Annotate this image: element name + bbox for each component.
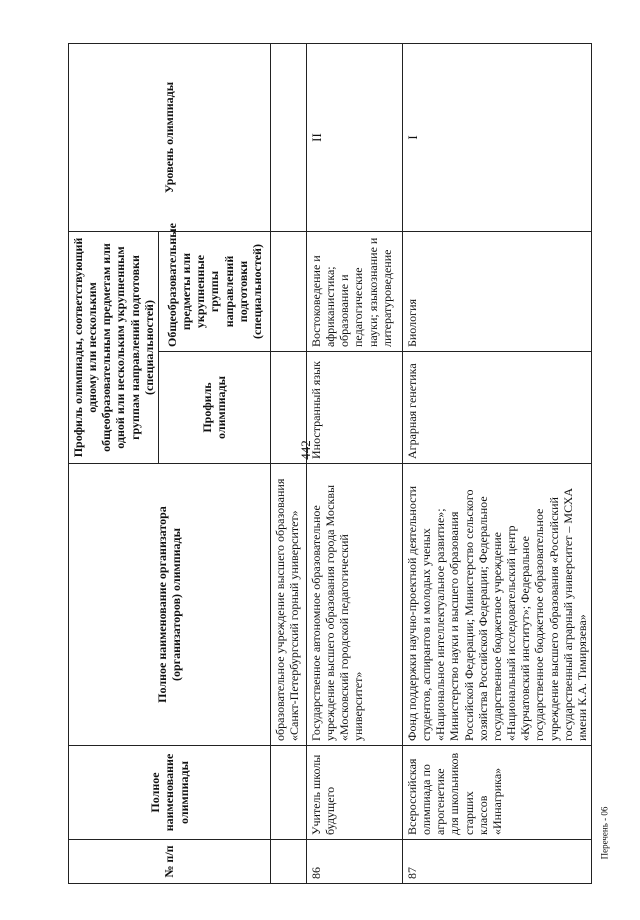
- cell-subjects: Биология: [402, 232, 591, 352]
- cell-level: II: [306, 44, 402, 232]
- cell-organizer: Фонд поддержки научно-проектной деятельности студентов, аспирантов и молодых ученых «Национальное интеллектуальное развитие»; Министерство науки и высшего образования Российской Федерации; Министерство сельского хозяйства Российской Федерации; Федеральное государственное бюджетное учреждение «Национальный исследовательский центр «Курчатовский институт»; Федеральное государственное бюджетное образовательное учреждение высшего образования «Российский государственный аграрный университет – МСХА имени К.А. Тимирязева»: [402, 464, 591, 746]
- page-number: 442: [297, 440, 313, 460]
- header-profile-group: Профиль олимпиады, соответствующий одному или нескольким общеобразовательным предметам или одной или нескольким укрупненным группам направлений подготовки (специальностей): [69, 232, 159, 464]
- cell-num: [270, 840, 306, 884]
- cell-profile: Иностранный язык: [306, 352, 402, 464]
- cell-profile: Аграрная генетика: [402, 352, 591, 464]
- cell-num: 87: [402, 840, 591, 884]
- cell-level: [270, 44, 306, 232]
- cell-organizer: Государственное автономное образовательное учреждение высшего образования города Москвы «Московский городской педагогический университет»: [306, 464, 402, 746]
- table-row: [270, 44, 306, 884]
- cell-name: [270, 746, 306, 840]
- header-num: № п/п: [69, 840, 271, 884]
- header-level: Уровень олимпиады: [69, 44, 271, 232]
- table-row: [306, 44, 402, 884]
- olympiad-table: [68, 43, 592, 884]
- cell-num: 86: [306, 840, 402, 884]
- table-row: [402, 44, 591, 884]
- cell-name: Учитель школы будущего: [306, 746, 402, 840]
- cell-level: I: [402, 44, 591, 232]
- footer-label: Перечень - 06: [599, 806, 610, 860]
- olympiad-table-container: [68, 44, 589, 884]
- header-row: [69, 44, 159, 884]
- cell-subjects: Востоковедение и африканистика; образование и педагогические науки; языкознание и литературоведение: [306, 232, 402, 352]
- cell-profile: [270, 352, 306, 464]
- cell-name: Всероссийская олимпиада по агрогенетике для школьников старших классов «Иннагрика»: [402, 746, 591, 840]
- cell-subjects: [270, 232, 306, 352]
- header-organizer: Полное наименование организатора (организаторов) олимпиады: [69, 464, 271, 746]
- header-subjects: Общеобразовательные предметы или укрупненные группы направлений подготовки (специальностей): [158, 232, 270, 352]
- cell-organizer: образовательное учреждение высшего образования «Санкт-Петербургский горный университет»: [270, 464, 306, 746]
- header-profile: Профиль олимпиады: [158, 352, 270, 464]
- header-name: Полное наименование олимпиады: [69, 746, 271, 840]
